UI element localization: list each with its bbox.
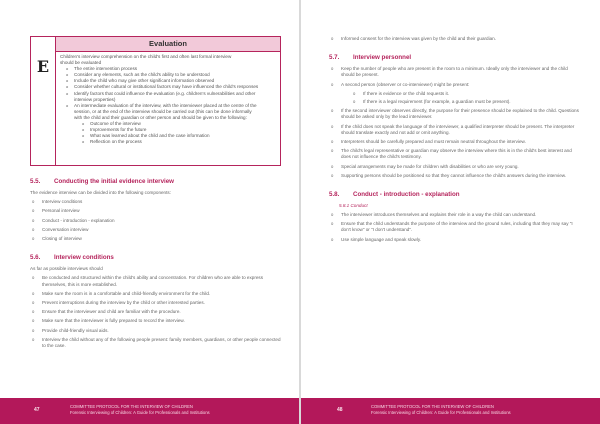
evaluation-line: interview properties)	[74, 96, 116, 102]
list-item: o Be conducted and structured within the child's ability and concentration. For children who are able to express themselves, this is more established.	[30, 275, 281, 287]
page-footer	[0, 398, 299, 424]
footer-line: Forensic Interviewing of Children: A Guide for Professionals and Institutions	[371, 409, 511, 415]
evaluation-body	[56, 52, 280, 147]
evaluation-bullet: o Identify factors that could influence the evaluation (e.g. children's vulnerabilities and other	[60, 91, 276, 97]
list-item: o Personal interview	[30, 208, 281, 214]
list-item: o Ensure that the interviewer and child are familiar with the procedure.	[30, 309, 281, 315]
subsection-label: 5.8.1 Conduct	[339, 203, 368, 209]
list-item: o Special arrangements may be made for children with disabilities or who are very young.	[329, 164, 580, 170]
section-title: Interview conditions	[54, 254, 114, 262]
list-item: o Conduct - introduction - explanation	[30, 218, 281, 224]
evaluation-line: Children's interview comprehension on the child's first and often last formal interview	[60, 54, 232, 59]
list-item: o A second person (observer or co-interviewer) might be present:	[329, 82, 580, 88]
evaluation-heading: Evaluation	[56, 37, 280, 52]
page-footer	[301, 398, 600, 424]
list-item: o Conversation interview	[30, 227, 281, 233]
left-page-content	[30, 36, 281, 390]
list-item: o Supporting persons should be positioned so that they cannot influence the child's answers during the interview.	[329, 173, 580, 179]
list-item: o If the second interviewer observes directly, the purpose for their presence should be explained to the child. Questions should be asked only by the lead interviewer.	[329, 108, 580, 120]
section-title: Conduct - introduction - explanation	[353, 191, 460, 199]
evaluation-bullet: o The entire intervention process	[60, 66, 276, 72]
evaluation-sub-bullet: o Improvements for the future	[60, 127, 276, 133]
evaluation-line: session, or at the end of the interview should be carried out (this can be done informally	[74, 108, 252, 114]
list-item: o Interview the child without any of the following people present: family members, guardians, or other people connected to the case.	[30, 337, 281, 349]
list-item: o Use simple language and speak slowly.	[329, 237, 580, 243]
list-item: o Prevent interruptions during the interview by the child or other interested parties.	[30, 300, 281, 306]
section-number: 5.6.	[30, 254, 41, 262]
list-item: o The interviewer introduces themselves and explains their role in a way the child can understand.	[329, 212, 580, 218]
evaluation-box	[30, 36, 281, 166]
right-page-content	[329, 36, 580, 390]
evaluation-main	[55, 37, 280, 165]
left-page	[0, 0, 299, 424]
evaluation-sub-bullet: o What was learned about the child and the case information	[60, 133, 276, 139]
list-item: o Interview conditions	[30, 199, 281, 205]
section-heading-5-5	[30, 178, 281, 185]
list-item: o Make sure that the interviewer is fully prepared to record the interview.	[30, 318, 281, 324]
right-page	[301, 0, 600, 424]
section-number: 5.7.	[329, 54, 340, 62]
section-heading-5-7	[329, 54, 580, 61]
footer-text	[70, 404, 270, 415]
evaluation-bullet: o An intermediate evaluation of the interview, with the interviewer placed at the centre of the	[60, 103, 276, 109]
list-item: o Provide child-friendly visual aids.	[30, 328, 281, 334]
footer-line: COMMITTEE PROTOCOL FOR THE INTERVIEW OF CHILDREN	[70, 404, 193, 409]
section-title: Interview personnel	[353, 54, 412, 62]
section-title: Conducting the initial evidence interview	[54, 178, 174, 185]
section-number: 5.5.	[30, 178, 41, 185]
list-item: o Interpreters should be carefully prepared and must remain neutral throughout the interview.	[329, 139, 580, 145]
section-intro: As far as possible interviews should	[30, 266, 103, 272]
sub-list-item: o If there is a legal requirement (for example, a guardian must be present).	[329, 99, 580, 105]
list-item: o Make sure the room is in a comfortable and child-friendly environment for the child.	[30, 291, 281, 297]
list-item: o Closing of interview	[30, 236, 281, 242]
footer-line: Forensic Interviewing of Children: A Guide for Professionals and Institutions	[70, 409, 210, 415]
evaluation-letter-column	[31, 37, 55, 165]
list-item: o Ensure that the child understands the purpose of the interview and the ground rules, including that they may say "I don't know" or "I don't understand".	[329, 221, 580, 233]
page-number: 48	[337, 407, 343, 413]
footer-text	[371, 404, 571, 415]
evaluation-bullet: o Consider any elements, such as the child's ability to be understood	[60, 72, 276, 78]
evaluation-bullet: o Include the child who may give other significant information observed	[60, 78, 276, 84]
section-number: 5.8.	[329, 191, 340, 199]
list-item: o Keep the number of people who are present in the room to a minimum. Ideally only the interviewer and the child should be present.	[329, 66, 580, 78]
footer-line: COMMITTEE PROTOCOL FOR THE INTERVIEW OF CHILDREN	[371, 404, 494, 409]
evaluation-line: with the child and their guardian or other person and should be given to the following:	[74, 114, 247, 120]
list-item: o If the child does not speak the language of the interviewer, a qualified interpreter should be present. The interpreter should translate exactly and not add or omit anything.	[329, 124, 580, 136]
evaluation-sub-bullet: o Reflection on the process	[60, 139, 276, 145]
evaluation-letter: E	[36, 57, 50, 76]
sub-list-item: o If there is evidence or the child requests it.	[329, 91, 580, 97]
list-item: o The child's legal representative or guardian may observe the interview where this is in the child's best interest and does not influence the child's testimony.	[329, 148, 580, 160]
section-intro: The evidence interview can be divided into the following components:	[30, 190, 171, 195]
evaluation-sub-bullet: o Outcome of the interview	[60, 121, 276, 127]
page-number: 47	[34, 407, 40, 413]
section-heading-5-8	[329, 191, 580, 198]
list-item: o Informed consent for the interview was given by the child and their guardian.	[329, 36, 580, 42]
evaluation-bullet: o Consider whether cultural or institutional factors may have influenced the child's responses	[60, 84, 276, 90]
evaluation-line: should be evaluated	[60, 60, 102, 66]
section-heading-5-6	[30, 254, 281, 261]
